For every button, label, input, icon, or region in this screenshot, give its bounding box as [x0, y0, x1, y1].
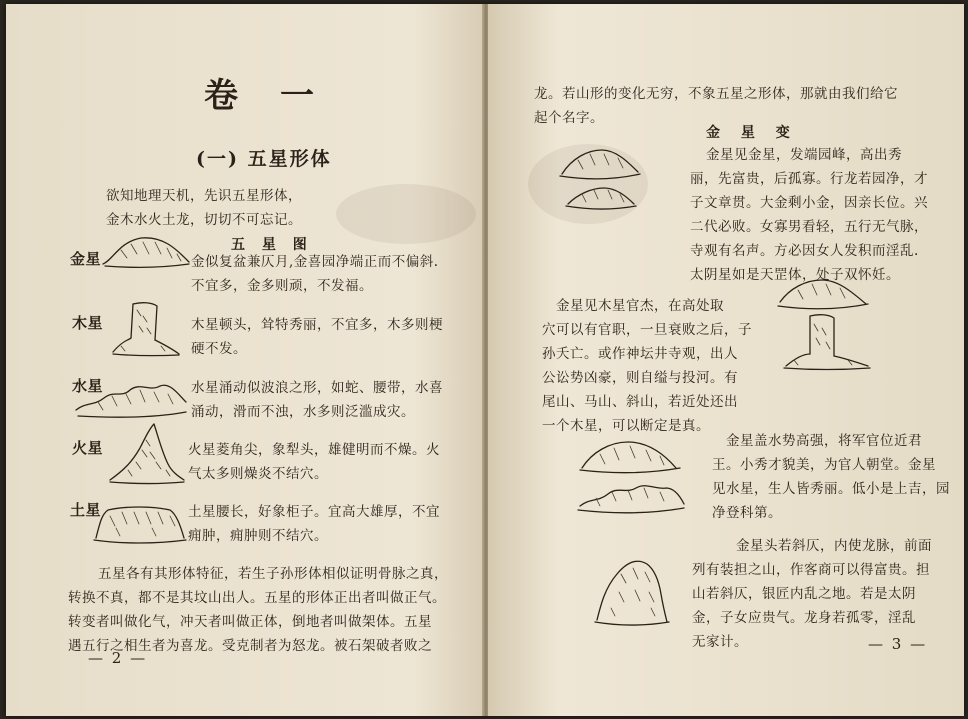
- volume-title: 卷 一: [204, 76, 318, 116]
- section-title: (一) 五星形体: [196, 148, 332, 170]
- metal-water-sketch: [576, 432, 686, 517]
- star-label-earth: 土星: [70, 501, 102, 519]
- book-spread: [6, 4, 964, 716]
- body-text-line: 丽，先富贵，后孤寡。行龙若园净，才: [690, 171, 928, 187]
- metal-slanted-sketch: [591, 552, 671, 627]
- star-desc-line: 硬不发。: [191, 341, 247, 357]
- body-text-line: 山若斜仄，银匠内乱之地。若是太阴: [692, 586, 916, 602]
- body-text-line: 净登科第。: [712, 505, 782, 521]
- body-text-line: 无家计。: [692, 634, 748, 650]
- star-label-metal: 金星: [70, 250, 102, 268]
- body-text-line: 转换不真，都不是其坟山出人。五星的形体正出者叫做正气。: [68, 590, 446, 606]
- body-text-line: 见水星，生人皆秀丽。低小是上吉，园: [712, 481, 950, 497]
- body-text-line: 转变者叫做化气，冲天者叫做正体，倒地者叫做架体。五星: [68, 614, 432, 630]
- page-number-left: — 2 —: [88, 649, 148, 667]
- left-page: [6, 4, 484, 716]
- body-text-line: 遇五行之相生者为喜龙。受克制者为怒龙。被石架破者败之: [68, 638, 432, 654]
- star-desc-line: 水星涌动似波浪之形，如蛇、腰带，水喜: [191, 380, 443, 396]
- verse-line: 金木水火土龙，切切不可忘记。: [106, 212, 302, 228]
- star-desc-line: 痈肿，痈肿则不结穴。: [188, 528, 328, 544]
- star-desc-line: 不宜多，金多则顽，不发福。: [191, 278, 373, 294]
- subsection-title: 五 星 图: [231, 237, 313, 253]
- star-label-water: 水星: [72, 377, 104, 395]
- star-variant-title: 金 星 变: [706, 125, 798, 141]
- star-desc-line: 涌动，滑而不浊，水多则泛滥成灾。: [191, 404, 415, 420]
- metal-metal-sketch: [558, 144, 643, 214]
- body-text-line: 龙。若山形的变化无穷，不象五星之形体，那就由我们给它: [534, 86, 898, 102]
- water-mountain-sketch: [74, 372, 189, 422]
- body-text-line: 金，子女应贵气。龙身若孤零，淫乱: [692, 610, 916, 626]
- body-text-line: 孙夭亡。或作神坛井寺观，出人: [542, 346, 738, 362]
- body-text-line: 尾山、马山、斜山，若近处还出: [542, 394, 738, 410]
- body-text-line: 穴可以有官职，一旦衰败之后，子: [542, 322, 752, 338]
- star-desc-line: 气太多则燥炎不结穴。: [188, 466, 328, 482]
- metal-wood-sketch: [776, 272, 876, 372]
- page-number-right: — 3 —: [868, 635, 928, 653]
- body-text-line: 金星盖水势高强，将军官位近君: [726, 433, 922, 449]
- star-desc-line: 火星菱角尖，象犁头，雄健明而不燥。火: [188, 442, 440, 458]
- body-text-line: 二代必败。女寡男看轻，五行无气脉，: [690, 219, 928, 235]
- body-text-line: 子文章贯。大金剩小金，因亲长位。兴: [690, 195, 928, 211]
- body-text-line: 金星头若斜仄，内使龙脉，前面: [736, 538, 932, 554]
- star-desc-line: 金似复盆兼仄月,金喜园净端正而不偏斜.: [191, 254, 439, 270]
- body-text-line: 金星见木星官杰，在高处取: [556, 298, 724, 314]
- body-text-line: 寺观有名声。方必因女人发积而淫乱.: [690, 243, 919, 259]
- body-text-line: 一个木星，可以断定是真。: [542, 418, 710, 434]
- earth-mountain-sketch: [92, 498, 187, 546]
- star-desc-line: 木星顿头，耸特秀丽，不宜多，木多则梗: [191, 317, 443, 333]
- body-text-line: 起个名字。: [534, 110, 604, 126]
- verse-line: 欲知地理天机，先识五星形体，: [106, 188, 302, 204]
- star-label-wood: 木星: [72, 314, 104, 332]
- paper-stain: [336, 184, 476, 244]
- body-text-line: 列有装担之山，作客商可以得富贵。担: [692, 562, 930, 578]
- body-text-line: 公讼势凶豪，则自缢与投河。有: [542, 370, 738, 386]
- wood-mountain-sketch: [111, 300, 181, 358]
- body-text-line: 五星各有其形体特征，若生子孙形体相似证明骨脉之真，: [98, 566, 448, 582]
- star-desc-line: 土星腰长，好象柜子。宜高大雄厚，不宜: [188, 504, 440, 520]
- metal-mountain-sketch: [101, 232, 193, 272]
- body-text-line: 金星见金星，发端园峰，高出秀: [706, 147, 902, 163]
- fire-mountain-sketch: [106, 422, 186, 484]
- star-label-fire: 火星: [72, 439, 104, 457]
- body-text-line: 太阴星如是天罡体，处子双怀妊。: [690, 267, 900, 283]
- body-text-line: 王。小秀才貌美，为官人朝堂。金星: [712, 457, 936, 473]
